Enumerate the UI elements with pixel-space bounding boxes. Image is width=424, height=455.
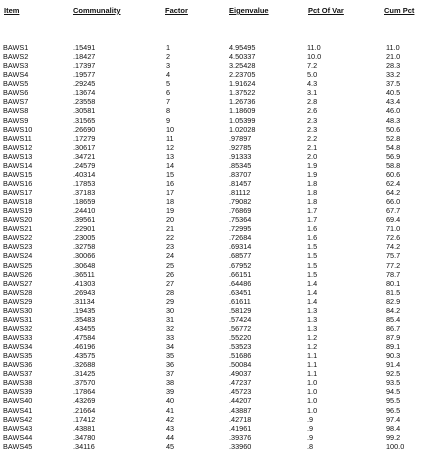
cum-pct-cell: 69.4 xyxy=(386,215,401,225)
cum-pct-cell: 86.7 xyxy=(386,323,401,333)
item-cell: BAWS24 xyxy=(3,251,33,261)
factor-cell: 15 xyxy=(166,169,175,179)
communality-cell: .41303 xyxy=(73,278,96,288)
item-cell: BAWS11 xyxy=(3,133,32,143)
factor-cell: 7 xyxy=(166,97,171,107)
cum-pct-cell: 71.0 xyxy=(386,224,401,234)
pct-of-var-cell: 1.0 xyxy=(307,396,318,406)
pct-of-var-cell: 1.0 xyxy=(307,378,318,388)
eigenvalue-cell: .81457 xyxy=(229,178,252,188)
eigenvalue-cell: 2.23705 xyxy=(229,70,256,80)
communality-cell: .18659 xyxy=(73,197,96,207)
header-communality: Communality xyxy=(73,6,121,15)
eigenvalue-cell: .67952 xyxy=(229,260,252,270)
item-cell: BAWS29 xyxy=(3,296,33,306)
pct-of-var-cell: 2.3 xyxy=(307,124,318,134)
pct-of-var-cell: 1.8 xyxy=(307,188,318,197)
communality-cell: .43575 xyxy=(73,351,96,361)
pct-of-var-cell: 1.9 xyxy=(307,160,318,170)
item-cell: BAWS13 xyxy=(3,151,33,161)
cum-pct-cell: 21.0 xyxy=(386,52,401,62)
communality-cell: .21664 xyxy=(73,405,96,415)
eigenvalue-cell: .50084 xyxy=(229,360,252,370)
cum-pct-cell: 72.6 xyxy=(386,233,401,243)
eigenvalue-cell: .69314 xyxy=(229,242,252,252)
factor-cell: 14 xyxy=(166,160,175,170)
communality-cell: .13674 xyxy=(73,88,96,98)
item-cell: BAWS33 xyxy=(3,333,33,342)
pct-of-var-cell: 1.5 xyxy=(307,269,318,279)
eigenvalue-cell: .72684 xyxy=(229,233,252,243)
item-cell: BAWS45 xyxy=(3,441,33,451)
pct-of-var-cell: 7.2 xyxy=(307,61,318,71)
item-cell: BAWS23 xyxy=(3,242,33,252)
pct-of-var-cell: 1.6 xyxy=(307,233,318,243)
factor-cell: 26 xyxy=(166,269,175,279)
item-cell: BAWS5 xyxy=(3,79,29,89)
item-cell: BAWS9 xyxy=(3,115,29,125)
pct-of-var-column xyxy=(307,43,321,451)
pct-of-var-cell: 1.3 xyxy=(307,323,318,333)
eigenvalue-cell: .55220 xyxy=(229,333,252,342)
cum-pct-cell: 95.5 xyxy=(386,396,401,406)
cum-pct-cell: 33.2 xyxy=(386,70,401,80)
communality-cell: .19577 xyxy=(73,70,96,80)
factor-cell: 1 xyxy=(166,43,171,52)
communality-cell: .36511 xyxy=(73,269,95,279)
factor-cell: 8 xyxy=(166,106,171,116)
pct-of-var-cell: 1.5 xyxy=(307,242,318,252)
item-cell: BAWS6 xyxy=(3,88,29,98)
communality-cell: .29245 xyxy=(73,79,96,89)
cum-pct-cell: 37.5 xyxy=(386,79,401,89)
cum-pct-cell: 94.5 xyxy=(386,387,401,397)
communality-cell: .31425 xyxy=(73,369,96,379)
pct-of-var-cell: 1.3 xyxy=(307,305,318,315)
factor-cell: 10 xyxy=(166,124,175,134)
eigenvalue-cell: .63451 xyxy=(229,287,252,297)
communality-cell: .26943 xyxy=(73,287,96,297)
communality-cell: .23558 xyxy=(73,97,96,107)
pct-of-var-cell: 1.0 xyxy=(307,405,318,415)
cum-pct-cell: 92.5 xyxy=(386,369,401,379)
pct-of-var-cell: 2.2 xyxy=(307,133,318,143)
cum-pct-cell: 40.5 xyxy=(386,88,401,98)
communality-cell: .26690 xyxy=(73,124,96,134)
item-cell: BAWS4 xyxy=(3,70,29,80)
pct-of-var-cell: 5.0 xyxy=(307,70,318,80)
header-pct-of-var: Pct Of Var xyxy=(308,6,344,15)
communality-cell: .17853 xyxy=(73,178,96,188)
factor-cell: 38 xyxy=(166,378,175,388)
cum-pct-cell: 43.4 xyxy=(386,97,401,107)
pct-of-var-cell: 2.3 xyxy=(307,115,318,125)
eigenvalue-cell: .83707 xyxy=(229,169,252,179)
factor-cell: 31 xyxy=(166,314,175,324)
factor-cell: 39 xyxy=(166,387,175,397)
cum-pct-cell: 100.0 xyxy=(386,441,405,451)
factor-cell: 27 xyxy=(166,278,175,288)
communality-cell: .17397 xyxy=(73,61,96,71)
communality-cell: .30617 xyxy=(73,142,96,152)
item-cell: BAWS26 xyxy=(3,269,33,279)
pct-of-var-cell: 2.1 xyxy=(307,142,318,152)
pct-of-var-cell: 11.0 xyxy=(307,43,321,52)
cum-pct-cell: 28.3 xyxy=(386,61,401,71)
item-cell: BAWS32 xyxy=(3,323,33,333)
communality-cell: .40314 xyxy=(73,169,96,179)
pct-of-var-cell: 1.2 xyxy=(307,342,318,352)
communality-cell: .43455 xyxy=(73,323,96,333)
communality-cell: .43269 xyxy=(73,396,96,406)
pct-of-var-cell: 1.7 xyxy=(307,215,318,225)
item-cell: BAWS40 xyxy=(3,396,33,406)
factor-cell: 11 xyxy=(166,133,174,143)
item-cell: BAWS36 xyxy=(3,360,33,370)
header-factor: Factor xyxy=(165,6,188,15)
factor-cell: 32 xyxy=(166,323,175,333)
item-cell: BAWS41 xyxy=(3,405,33,415)
factor-cell: 37 xyxy=(166,369,175,379)
eigenvalue-cell: .57424 xyxy=(229,314,252,324)
factor-cell: 4 xyxy=(166,70,171,80)
eigenvalue-cell: 1.91624 xyxy=(229,79,256,89)
factor-cell: 20 xyxy=(166,215,175,225)
item-cell: BAWS42 xyxy=(3,414,33,424)
eigenvalue-cell: 1.05399 xyxy=(229,115,256,125)
pct-of-var-cell: 3.1 xyxy=(307,88,318,98)
cum-pct-column xyxy=(386,43,404,451)
cum-pct-cell: 85.4 xyxy=(386,314,401,324)
cum-pct-cell: 60.6 xyxy=(386,169,401,179)
communality-cell: .17412 xyxy=(73,414,96,424)
pct-of-var-cell: 1.4 xyxy=(307,296,318,306)
eigenvalue-column xyxy=(229,43,255,451)
cum-pct-cell: 48.3 xyxy=(386,115,401,125)
cum-pct-cell: 78.7 xyxy=(386,269,401,279)
factor-cell: 43 xyxy=(166,423,175,433)
item-cell: BAWS34 xyxy=(3,342,33,352)
communality-cell: .24579 xyxy=(73,160,96,170)
factor-cell: 35 xyxy=(166,351,175,361)
item-cell: BAWS14 xyxy=(3,160,33,170)
item-cell: BAWS28 xyxy=(3,287,33,297)
eigenvalue-cell: 4.95495 xyxy=(229,43,256,52)
cum-pct-cell: 96.5 xyxy=(386,405,401,415)
cum-pct-cell: 50.6 xyxy=(386,124,401,134)
cum-pct-cell: 91.4 xyxy=(386,360,401,370)
pct-of-var-cell: .9 xyxy=(307,432,314,442)
eigenvalue-cell: .76869 xyxy=(229,206,252,216)
header-item: Item xyxy=(4,6,20,15)
eigenvalue-cell: 1.37522 xyxy=(229,88,256,98)
item-cell: BAWS18 xyxy=(3,197,33,207)
communality-cell: .34116 xyxy=(73,441,95,451)
eigenvalue-cell: .85345 xyxy=(229,160,252,170)
factor-cell: 33 xyxy=(166,333,175,342)
communality-cell: .24410 xyxy=(73,206,96,216)
pct-of-var-cell: .8 xyxy=(307,441,314,451)
item-cell: BAWS37 xyxy=(3,369,33,379)
pct-of-var-cell: 1.0 xyxy=(307,387,318,397)
item-column xyxy=(3,43,32,451)
communality-cell: .37570 xyxy=(73,378,96,388)
factor-cell: 28 xyxy=(166,287,175,297)
pct-of-var-cell: 1.1 xyxy=(307,360,318,370)
communality-cell: .17864 xyxy=(73,387,96,397)
factor-cell: 41 xyxy=(166,405,175,415)
item-cell: BAWS38 xyxy=(3,378,33,388)
eigenvalue-cell: .97897 xyxy=(229,133,252,143)
eigenvalue-cell: .42718 xyxy=(229,414,252,424)
eigenvalue-cell: .39376 xyxy=(229,432,252,442)
cum-pct-cell: 46.0 xyxy=(386,106,401,116)
factor-cell: 22 xyxy=(166,233,175,243)
cum-pct-cell: 97.4 xyxy=(386,414,401,424)
pct-of-var-cell: 1.3 xyxy=(307,314,318,324)
item-cell: BAWS10 xyxy=(3,124,33,134)
eigenvalue-cell: 1.26736 xyxy=(229,97,256,107)
cum-pct-cell: 80.1 xyxy=(386,278,401,288)
item-cell: BAWS31 xyxy=(3,314,33,324)
header-cum-pct: Cum Pct xyxy=(384,6,415,15)
factor-cell: 40 xyxy=(166,396,175,406)
eigenvalue-cell: .45723 xyxy=(229,387,252,397)
item-cell: BAWS3 xyxy=(3,61,29,71)
communality-cell: .23005 xyxy=(73,233,96,243)
communality-cell: .46196 xyxy=(73,342,96,352)
item-cell: BAWS1 xyxy=(3,43,29,52)
communality-cell: .31134 xyxy=(73,296,95,306)
pct-of-var-cell: .9 xyxy=(307,414,314,424)
eigenvalue-cell: .68577 xyxy=(229,251,252,261)
item-cell: BAWS27 xyxy=(3,278,33,288)
eigenvalue-cell: 1.18609 xyxy=(229,106,256,116)
communality-cell: .39561 xyxy=(73,215,96,225)
communality-cell: .34721 xyxy=(73,151,96,161)
item-cell: BAWS43 xyxy=(3,423,33,433)
communality-cell: .30648 xyxy=(73,260,96,270)
pct-of-var-cell: 1.1 xyxy=(307,369,318,379)
pct-of-var-cell: 1.5 xyxy=(307,251,318,261)
pct-of-var-cell: 2.0 xyxy=(307,151,318,161)
cum-pct-cell: 77.2 xyxy=(386,260,401,270)
factor-cell: 16 xyxy=(166,178,175,188)
pct-of-var-cell: 1.5 xyxy=(307,260,318,270)
factor-cell: 12 xyxy=(166,142,175,152)
communality-cell: .18427 xyxy=(73,52,96,62)
item-cell: BAWS44 xyxy=(3,432,33,442)
factor-cell: 23 xyxy=(166,242,175,252)
item-cell: BAWS21 xyxy=(3,224,33,234)
item-cell: BAWS19 xyxy=(3,206,33,216)
cum-pct-cell: 89.1 xyxy=(386,342,401,352)
eigenvalue-cell: .81112 xyxy=(229,188,251,197)
item-cell: BAWS25 xyxy=(3,260,33,270)
cum-pct-cell: 75.7 xyxy=(386,251,401,261)
factor-cell: 25 xyxy=(166,260,175,270)
cum-pct-cell: 64.2 xyxy=(386,188,401,197)
communality-cell: .19435 xyxy=(73,305,96,315)
factor-cell: 29 xyxy=(166,296,175,306)
factor-cell: 2 xyxy=(166,52,171,62)
eigenvalue-cell: .92785 xyxy=(229,142,252,152)
cum-pct-cell: 54.8 xyxy=(386,142,401,152)
factor-cell: 42 xyxy=(166,414,175,424)
eigenvalue-cell: .75364 xyxy=(229,215,252,225)
eigenvalue-cell: .61611 xyxy=(229,296,251,306)
item-cell: BAWS7 xyxy=(3,97,29,107)
factor-cell: 3 xyxy=(166,61,171,71)
factor-column xyxy=(166,43,174,451)
cum-pct-cell: 99.2 xyxy=(386,432,401,442)
communality-cell: .17279 xyxy=(73,133,96,143)
cum-pct-cell: 90.3 xyxy=(386,351,401,361)
communality-cell: .30066 xyxy=(73,251,96,261)
communality-cell: .43881 xyxy=(73,423,96,433)
cum-pct-cell: 56.9 xyxy=(386,151,401,161)
communality-cell: .22901 xyxy=(73,224,96,234)
communality-cell: .35483 xyxy=(73,314,96,324)
pct-of-var-cell: 4.3 xyxy=(307,79,318,89)
factor-cell: 45 xyxy=(166,441,175,451)
communality-cell: .34780 xyxy=(73,432,96,442)
cum-pct-cell: 93.5 xyxy=(386,378,401,388)
cum-pct-cell: 52.8 xyxy=(386,133,401,143)
item-cell: BAWS17 xyxy=(3,188,33,197)
communality-cell: .15491 xyxy=(73,43,96,52)
item-cell: BAWS22 xyxy=(3,233,33,243)
eigenvalue-cell: .41961 xyxy=(229,423,252,433)
factor-cell: 13 xyxy=(166,151,175,161)
pct-of-var-cell: 1.1 xyxy=(307,351,318,361)
header-eigenvalue: Eigenvalue xyxy=(229,6,269,15)
eigenvalue-cell: 3.25428 xyxy=(229,61,256,71)
pct-of-var-cell: 2.6 xyxy=(307,106,318,116)
factor-cell: 44 xyxy=(166,432,175,442)
factor-cell: 34 xyxy=(166,342,175,352)
eigenvalue-cell: .64486 xyxy=(229,278,252,288)
cum-pct-cell: 87.9 xyxy=(386,333,401,342)
eigenvalue-cell: .72995 xyxy=(229,224,252,234)
pct-of-var-cell: 1.9 xyxy=(307,169,318,179)
factor-cell: 30 xyxy=(166,305,175,315)
item-cell: BAWS15 xyxy=(3,169,33,179)
communality-cell: .31565 xyxy=(73,115,96,125)
factor-cell: 5 xyxy=(166,79,171,89)
eigenvalue-cell: .33960 xyxy=(229,441,252,451)
communality-cell: .30581 xyxy=(73,106,96,116)
communality-cell: .32758 xyxy=(73,242,96,252)
cum-pct-cell: 98.4 xyxy=(386,423,401,433)
item-cell: BAWS2 xyxy=(3,52,29,62)
eigenvalue-cell: .43887 xyxy=(229,405,252,415)
factor-cell: 19 xyxy=(166,206,175,216)
eigenvalue-cell: .44207 xyxy=(229,396,252,406)
cum-pct-cell: 81.5 xyxy=(386,287,401,297)
cum-pct-cell: 62.4 xyxy=(386,178,401,188)
item-cell: BAWS16 xyxy=(3,178,33,188)
factor-cell: 21 xyxy=(166,224,175,234)
eigenvalue-cell: .56772 xyxy=(229,323,252,333)
pct-of-var-cell: 2.8 xyxy=(307,97,318,107)
cum-pct-cell: 11.0 xyxy=(386,43,400,52)
item-cell: BAWS30 xyxy=(3,305,33,315)
eigenvalue-cell: 1.02028 xyxy=(229,124,256,134)
cum-pct-cell: 74.2 xyxy=(386,242,401,252)
eigenvalue-cell: .91333 xyxy=(229,151,252,161)
eigenvalue-cell: .51686 xyxy=(229,351,252,361)
factor-cell: 24 xyxy=(166,251,175,261)
pct-of-var-cell: 1.4 xyxy=(307,287,318,297)
cum-pct-cell: 67.7 xyxy=(386,206,401,216)
item-cell: BAWS35 xyxy=(3,351,33,361)
factor-cell: 9 xyxy=(166,115,171,125)
eigenvalue-cell: .66151 xyxy=(229,269,252,279)
item-cell: BAWS12 xyxy=(3,142,33,152)
item-cell: BAWS8 xyxy=(3,106,29,116)
eigenvalue-cell: .53523 xyxy=(229,342,252,352)
eigenvalue-cell: .49037 xyxy=(229,369,252,379)
item-cell: BAWS20 xyxy=(3,215,33,225)
cum-pct-cell: 58.8 xyxy=(386,160,401,170)
communality-cell: .47584 xyxy=(73,333,96,342)
pct-of-var-cell: 1.2 xyxy=(307,333,318,342)
cum-pct-cell: 84.2 xyxy=(386,305,401,315)
communality-cell: .37183 xyxy=(73,188,96,197)
eigenvalue-cell: 4.50337 xyxy=(229,52,256,62)
factor-cell: 17 xyxy=(166,188,175,197)
eigenvalue-cell: .47237 xyxy=(229,378,252,388)
pct-of-var-cell: 10.0 xyxy=(307,52,322,62)
eigenvalue-cell: .79082 xyxy=(229,197,252,207)
cum-pct-cell: 66.0 xyxy=(386,197,401,207)
factor-cell: 36 xyxy=(166,360,175,370)
pct-of-var-cell: 1.8 xyxy=(307,178,318,188)
communality-cell: .32688 xyxy=(73,360,96,370)
communality-column xyxy=(73,43,95,451)
pct-of-var-cell: 1.7 xyxy=(307,206,318,216)
item-cell: BAWS39 xyxy=(3,387,33,397)
factor-cell: 18 xyxy=(166,197,175,207)
eigenvalue-cell: .58129 xyxy=(229,305,252,315)
pct-of-var-cell: 1.4 xyxy=(307,278,318,288)
pct-of-var-cell: 1.6 xyxy=(307,224,318,234)
pct-of-var-cell: .9 xyxy=(307,423,314,433)
cum-pct-cell: 82.9 xyxy=(386,296,401,306)
factor-cell: 6 xyxy=(166,88,171,98)
pct-of-var-cell: 1.8 xyxy=(307,197,318,207)
